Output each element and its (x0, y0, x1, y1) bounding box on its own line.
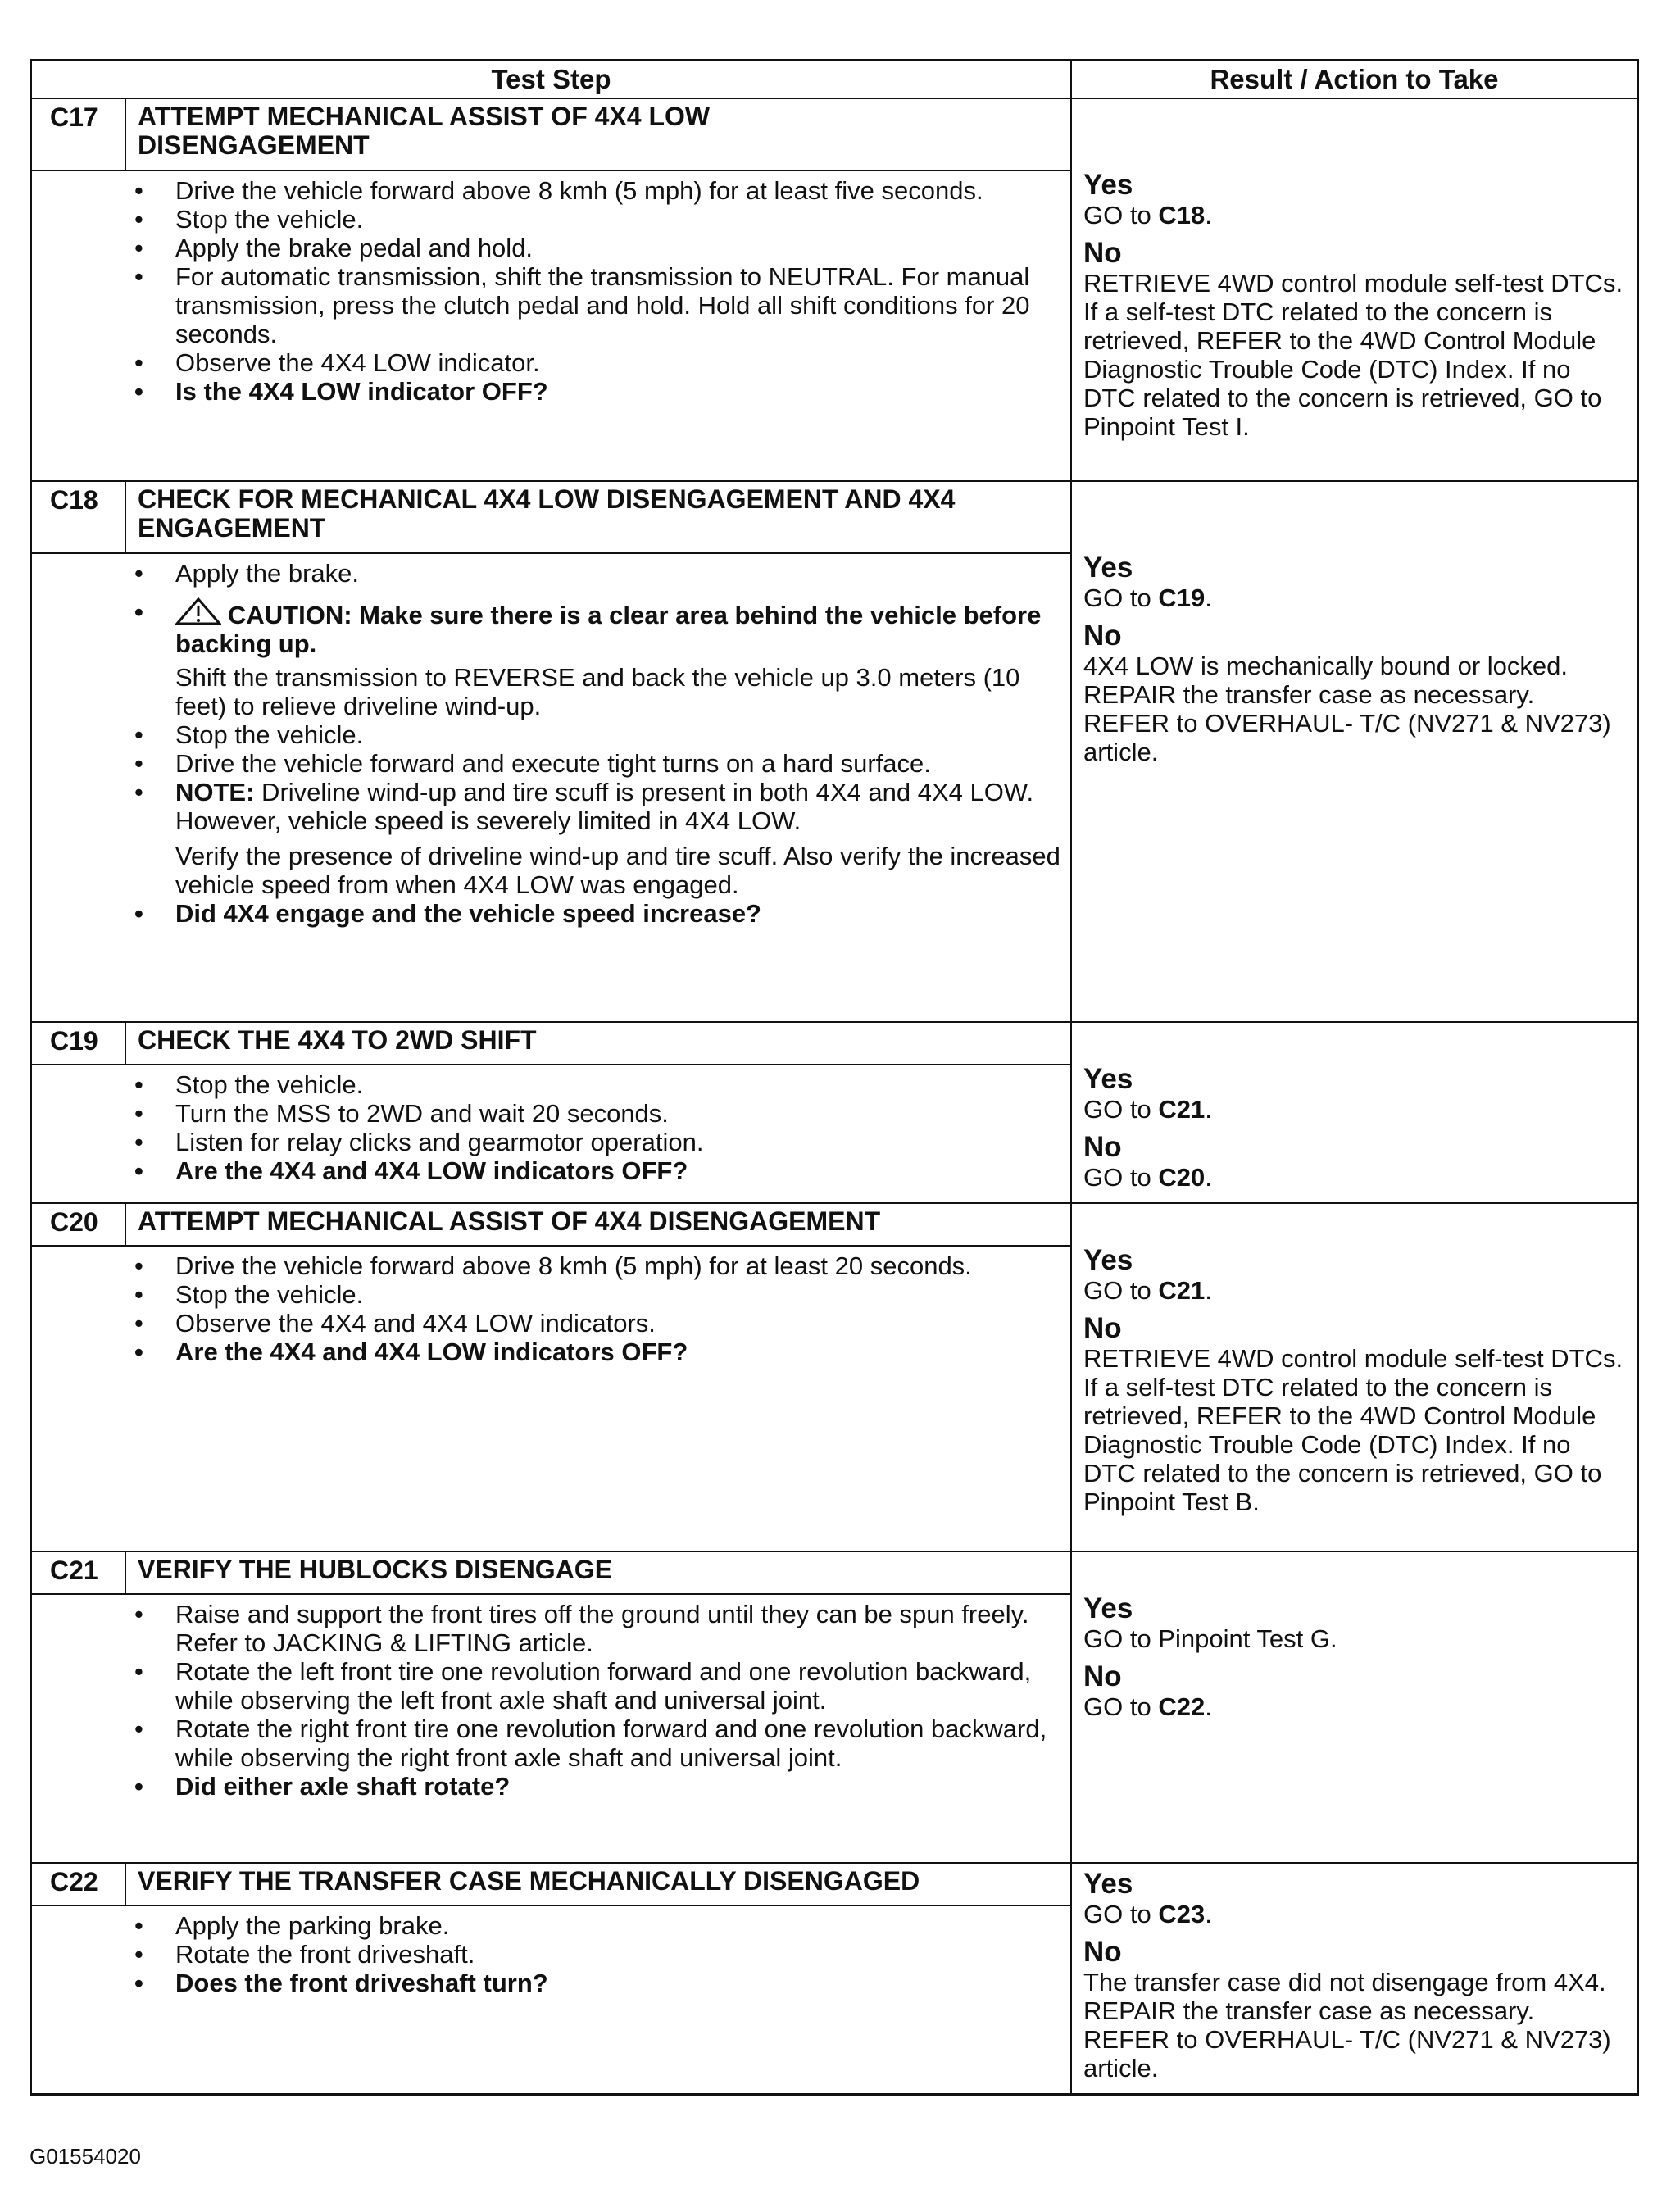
list-item: • Rotate the front driveshaft. (134, 1940, 475, 1969)
step-id: C18 (32, 482, 126, 552)
step-id: C22 (32, 1864, 126, 1905)
list-item: • Apply the brake. (134, 559, 360, 588)
step-result (1072, 1023, 1637, 1202)
step-result (1072, 99, 1637, 480)
list-item-continuation: Verify the presence of driveline wind-up and tire scuff. Also verify the increased vehicle speed from when 4X4 LOW was engaged. (175, 842, 1060, 899)
step-c21 (32, 1552, 1637, 1864)
list-item: • Turn the MSS to 2WD and wait 20 seconds. (134, 1099, 669, 1128)
step-title: ATTEMPT MECHANICAL ASSIST OF 4X4 DISENGAGEMENT (138, 1206, 881, 1236)
step-title: VERIFY THE HUBLOCKS DISENGAGE (138, 1555, 613, 1584)
caution-triangle-icon (175, 597, 221, 625)
yes-action: GO to C21. (1083, 1276, 1212, 1305)
list-item: • Listen for relay clicks and gearmotor operation. (134, 1128, 704, 1156)
no-action: RETRIEVE 4WD control module self-test DTCs. If a self-test DTC related to the concern is retrieved, REFER to the 4WD Control Module Diagnostic Trouble Code (DTC) Index. If no DTC related to the concern is retrieved, GO to Pinpoint Test B. (1083, 1344, 1623, 1516)
list-item: • Drive the vehicle forward and execute tight turns on a hard surface. (134, 749, 931, 778)
list-item: • Stop the vehicle. (134, 205, 364, 234)
step-id: C17 (32, 99, 126, 170)
step-instructions (32, 171, 1070, 480)
no-action: GO to C22. (1083, 1692, 1212, 1721)
list-item: • Apply the brake pedal and hold. (134, 234, 534, 262)
no-label: No (1083, 620, 1122, 652)
list-item: • Stop the vehicle. (134, 720, 364, 749)
step-id: C20 (32, 1204, 126, 1245)
no-label: No (1083, 1936, 1122, 1968)
no-label: No (1083, 1312, 1122, 1344)
yes-label: Yes (1083, 1063, 1133, 1095)
step-title: ATTEMPT MECHANICAL ASSIST OF 4X4 LOW DISENGAGEMENT (138, 102, 711, 160)
yes-action: GO to C18. (1083, 201, 1212, 229)
list-item-continuation: Shift the transmission to REVERSE and back the vehicle up 3.0 meters (10 feet) to relieve driveline wind-up. (175, 663, 1020, 720)
step-title: CHECK THE 4X4 TO 2WD SHIFT (138, 1025, 537, 1055)
step-instructions (32, 1247, 1070, 1551)
step-result (1072, 1204, 1637, 1551)
no-action: RETRIEVE 4WD control module self-test DTCs. If a self-test DTC related to the concern is retrieved, REFER to the 4WD Control Module Diagnostic Trouble Code (DTC) Index. If no DTC related to the concern is retrieved, GO to Pinpoint Test I. (1083, 269, 1623, 441)
step-result (1072, 482, 1637, 1021)
list-item: • For automatic transmission, shift the transmission to NEUTRAL. For manual transmission, press the clutch pedal and hold. Hold all shift conditions for 20 seconds. (134, 262, 1030, 348)
no-action: GO to C20. (1083, 1163, 1212, 1192)
step-id: C21 (32, 1552, 126, 1593)
step-instructions (32, 1065, 1070, 1202)
step-c22 (32, 1864, 1637, 2093)
yes-action: GO to C23. (1083, 1900, 1212, 1928)
step-c19 (32, 1023, 1637, 1204)
list-item: • Stop the vehicle. (134, 1280, 364, 1309)
no-label: No (1083, 237, 1122, 269)
question-item: • Are the 4X4 and 4X4 LOW indicators OFF? (134, 1156, 688, 1185)
step-instructions (32, 1595, 1070, 1862)
step-result (1072, 1864, 1637, 2093)
list-item: • Apply the parking brake. (134, 1911, 450, 1940)
list-item: • Observe the 4X4 and 4X4 LOW indicators. (134, 1309, 656, 1338)
yes-label: Yes (1083, 1868, 1133, 1900)
figure-code: G01554020 (30, 2144, 141, 2169)
no-label: No (1083, 1131, 1122, 1163)
list-item: • Observe the 4X4 LOW indicator. (134, 348, 540, 377)
caution-item: • CAUTION: Make sure there is a clear area behind the vehicle before backing up. (134, 597, 1042, 658)
yes-label: Yes (1083, 1592, 1133, 1624)
step-result (1072, 1552, 1637, 1862)
note-item: • NOTE: Driveline wind-up and tire scuff is present in both 4X4 and 4X4 LOW. However, vehicle speed is severely limited in 4X4 LOW. (134, 778, 1034, 835)
test-step-header: Test Step (32, 61, 1072, 98)
list-item: • Rotate the left front tire one revolution forward and one revolution backward, while observing the left front axle shaft and universal joint. (134, 1657, 1032, 1715)
step-title: VERIFY THE TRANSFER CASE MECHANICALLY DISENGAGED (138, 1866, 920, 1896)
step-instructions (32, 1906, 1070, 2093)
no-action: The transfer case did not disengage from 4X4. REPAIR the transfer case as necessary. REFER to OVERHAUL- T/C (NV271 & NV273) article. (1083, 1968, 1611, 2083)
list-item: • Raise and support the front tires off the ground until they can be spun freely. Refer to JACKING & LIFTING article. (134, 1600, 1029, 1657)
question-item: • Did either axle shaft rotate? (134, 1772, 511, 1801)
step-c20 (32, 1204, 1637, 1552)
question-item: • Does the front driveshaft turn? (134, 1969, 548, 1997)
list-item: • Drive the vehicle forward above 8 kmh (5 mph) for at least 20 seconds. (134, 1251, 972, 1280)
step-instructions (32, 554, 1070, 1021)
step-c17 (32, 99, 1637, 482)
yes-action: GO to C19. (1083, 584, 1212, 612)
question-item: • Did 4X4 engage and the vehicle speed increase? (134, 899, 761, 928)
list-item: • Rotate the right front tire one revolution forward and one revolution backward, while observing the right front axle shaft and universal joint. (134, 1715, 1047, 1772)
diagnostic-table (30, 59, 1639, 2096)
step-title: CHECK FOR MECHANICAL 4X4 LOW DISENGAGEMENT AND 4X4 ENGAGEMENT (138, 484, 956, 543)
yes-action: GO to C21. (1083, 1095, 1212, 1124)
yes-label: Yes (1083, 552, 1133, 584)
list-item: • Stop the vehicle. (134, 1070, 364, 1099)
no-action: 4X4 LOW is mechanically bound or locked. REPAIR the transfer case as necessary. REFER to OVERHAUL- T/C (NV271 & NV273) article. (1083, 652, 1611, 766)
list-item: • Drive the vehicle forward above 8 kmh (5 mph) for at least five seconds. (134, 176, 983, 205)
question-item: • Are the 4X4 and 4X4 LOW indicators OFF? (134, 1338, 688, 1366)
yes-label: Yes (1083, 1244, 1133, 1276)
no-label: No (1083, 1660, 1122, 1692)
result-header: Result / Action to Take (1210, 64, 1499, 94)
yes-label: Yes (1083, 169, 1133, 201)
step-c18 (32, 482, 1637, 1023)
yes-action: GO to Pinpoint Test G. (1083, 1624, 1337, 1653)
step-id: C19 (32, 1023, 126, 1064)
table-header (32, 61, 1637, 99)
question-item: • Is the 4X4 LOW indicator OFF? (134, 377, 548, 406)
